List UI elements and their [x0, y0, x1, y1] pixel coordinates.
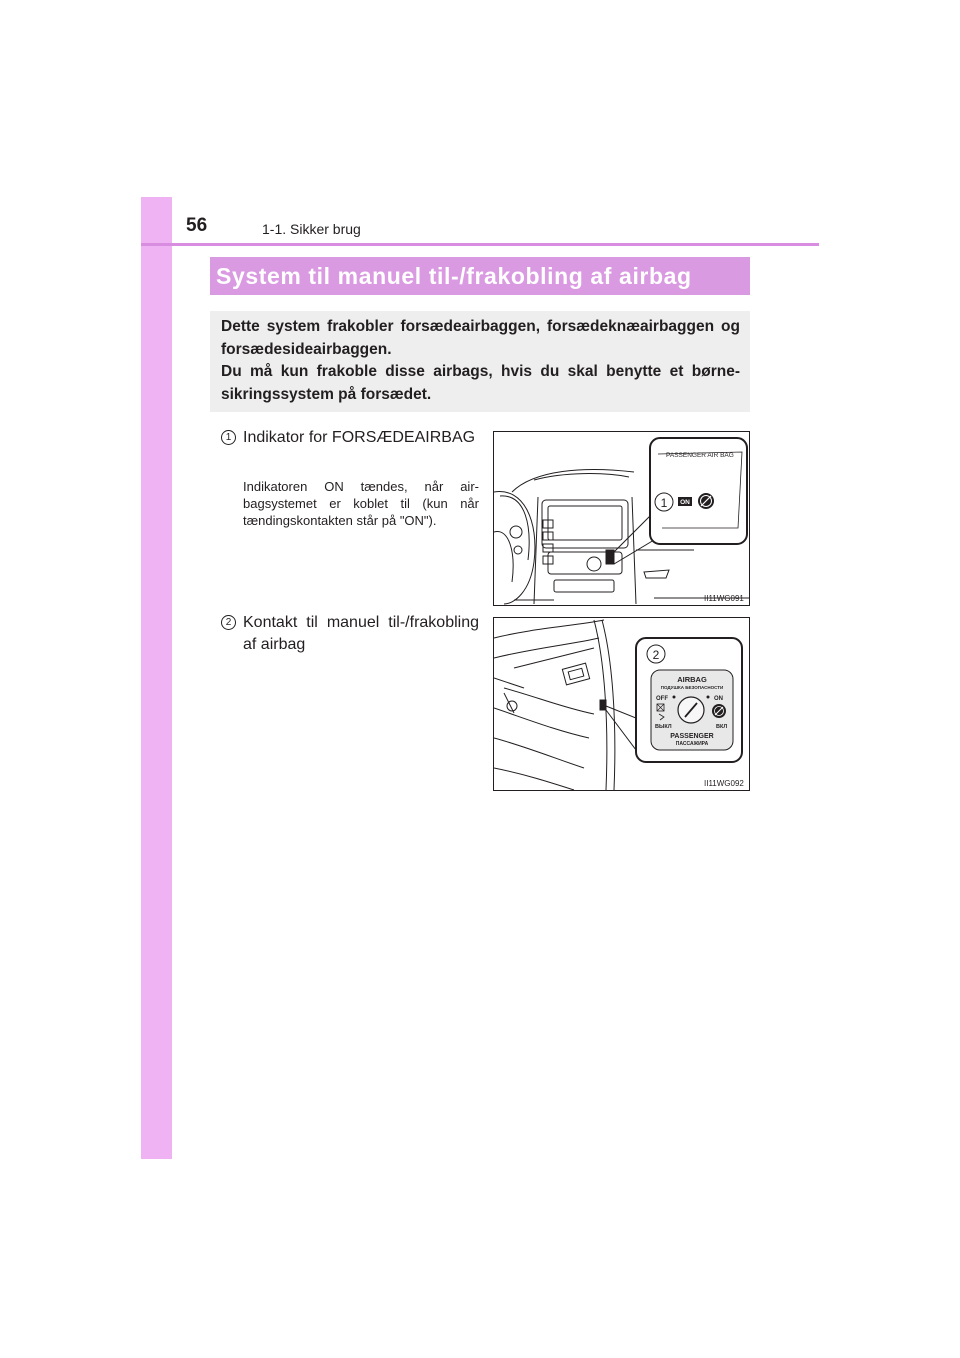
- callout-1-number: 1: [660, 496, 668, 510]
- passenger-label-ru: ПАССАЖИРА: [675, 741, 709, 747]
- figure-2-code: II11WG092: [704, 779, 744, 788]
- on-label: ON: [714, 696, 723, 702]
- item-1-description: Indikatoren ON tændes, når airbagsystemet er koblet til (kun når tændingskontakten står på "ON").: [243, 479, 479, 528]
- intro-line-1: Dette system frakobler forsædeairbaggen, forsædeknæairbaggen og forsædesideairbaggen.: [221, 318, 740, 358]
- header-divider: [141, 243, 819, 246]
- airbag-symbol-icon: [712, 704, 726, 718]
- off-label: OFF: [656, 696, 668, 702]
- item-1-title: Indikator for FORSÆDEAIRBAG: [243, 429, 476, 446]
- item-2-title: Kontakt til manuel til-/frakobling af airbag: [243, 614, 479, 653]
- switch-title-ru: ПОДУШКА БЕЗОПАСНОСТИ: [660, 685, 724, 690]
- item-1-number-circle: 1: [221, 430, 236, 445]
- page-number: 56: [186, 215, 208, 236]
- chapter-side-strip: [141, 197, 172, 1159]
- panel-label: PASSENGER AIR BAG: [666, 452, 734, 459]
- intro-line-2: Du må kun frakoble disse airbags, hvis du skal benytte et børnesikringssystem på forsædet.: [221, 363, 740, 403]
- figure-dashboard-indicator: [493, 431, 750, 606]
- on-label-ru: ВКЛ: [716, 724, 728, 730]
- key-slot-icon: [678, 697, 704, 723]
- passenger-label: PASSENGER: [670, 733, 714, 740]
- intro-box: [210, 311, 750, 412]
- on-indicator-label: ON: [680, 499, 690, 506]
- section-title: System til manuel til-/frakobling af airbag: [210, 257, 750, 295]
- section-reference: 1-1. Sikker brug: [262, 221, 361, 237]
- switch-title: AIRBAG: [677, 675, 707, 684]
- figure-1-code: II11WG091: [704, 594, 744, 603]
- airbag-off-icon: [698, 493, 714, 509]
- glovebox-illustration: [494, 618, 749, 790]
- figure-airbag-switch: [493, 617, 750, 791]
- dashboard-illustration: [494, 432, 749, 605]
- off-label-ru: ВЫКЛ: [655, 724, 672, 730]
- callout-2-number: 2: [652, 648, 660, 662]
- item-2-number-circle: 2: [221, 615, 236, 630]
